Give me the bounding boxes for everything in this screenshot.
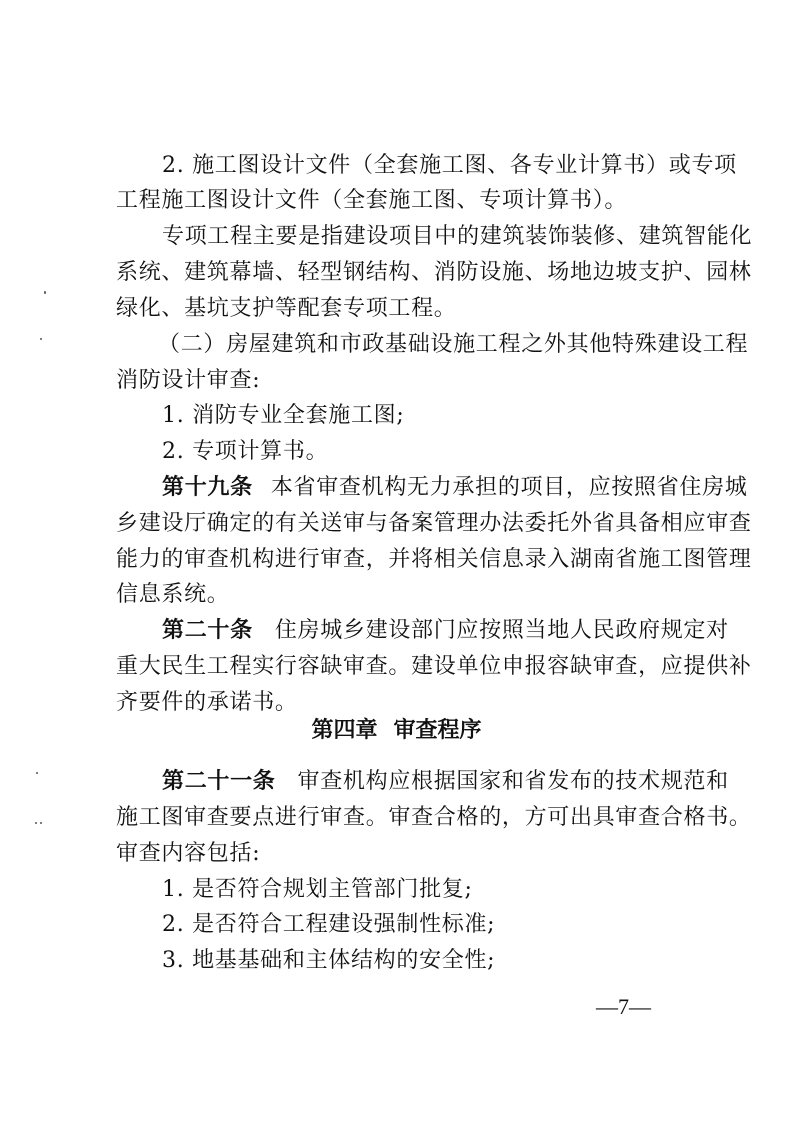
article-21-text: 审查机构应根据国家和省发布的技术规范和 — [297, 769, 729, 794]
chapter-number: 第四章 — [311, 718, 378, 743]
article-21-line-2: 施工图审查要点进行审查。审查合格的，方可出具审查合格书。 — [116, 805, 752, 830]
article-20-text: 住房城乡建设部门应按照当地人民政府规定对 — [274, 618, 729, 643]
scan-speck — [36, 772, 38, 774]
review-item-3: 3. 地基基础和主体结构的安全性; — [162, 948, 496, 973]
article-19-text: 本省审查机构无力承担的项目，应按照省住房城 — [270, 475, 748, 500]
article-20-line-3: 齐要件的承诺书。 — [116, 690, 298, 715]
article-21-line-1 — [162, 767, 729, 797]
article-19-title: 第十九条 — [162, 475, 253, 500]
review-item-1: 1. 是否符合规划主管部门批复; — [162, 877, 473, 902]
article-20-title: 第二十条 — [162, 618, 253, 643]
article-21-line-3: 审查内容包括: — [116, 841, 261, 866]
scan-speck — [44, 291, 46, 294]
special-projects-line-1: 专项工程主要是指建设项目中的建筑装饰装修、建筑智能化 — [162, 224, 753, 249]
special-projects-line-2: 系统、建筑幕墙、轻型钢结构、消防设施、场地边坡支护、园林 — [116, 260, 752, 285]
article-19-line-3: 能力的审查机构进行审查，并将相关信息录入湖南省施工图管理 — [116, 547, 752, 572]
item-2-line-1: 2. 施工图设计文件（全套施工图、各专业计算书）或专项 — [162, 153, 737, 178]
section-heading-line-2: 消防设计审查: — [116, 368, 261, 393]
article-19-line-4: 信息系统。 — [116, 582, 230, 607]
scan-speck — [40, 338, 42, 340]
chapter-heading — [0, 716, 793, 746]
fire-item-1: 1. 消防专业全套施工图; — [162, 403, 405, 428]
section-heading-line-1: （二）房屋建筑和市政基础设施工程之外其他特殊建设工程 — [158, 332, 749, 357]
review-item-2: 2. 是否符合工程建设强制性标准; — [162, 912, 496, 937]
fire-item-2: 2. 专项计算书。 — [162, 439, 329, 464]
page-number: —7— — [596, 994, 651, 1019]
chapter-title: 审查程序 — [393, 718, 482, 743]
special-projects-line-3: 绿化、基坑支护等配套专项工程。 — [116, 296, 457, 321]
scan-speck — [40, 822, 42, 824]
item-2-line-2: 工程施工图设计文件（全套施工图、专项计算书）。 — [116, 188, 628, 213]
scan-speck — [35, 822, 37, 824]
article-21-title: 第二十一条 — [162, 769, 276, 794]
article-20-line-1 — [162, 616, 729, 646]
article-19-line-2: 乡建设厅确定的有关送审与备案管理办法委托外省具备相应审查 — [116, 511, 752, 536]
article-20-line-2: 重大民生工程实行容缺审查。建设单位申报容缺审查，应提供补 — [116, 654, 752, 679]
article-19-line-1 — [162, 473, 748, 503]
